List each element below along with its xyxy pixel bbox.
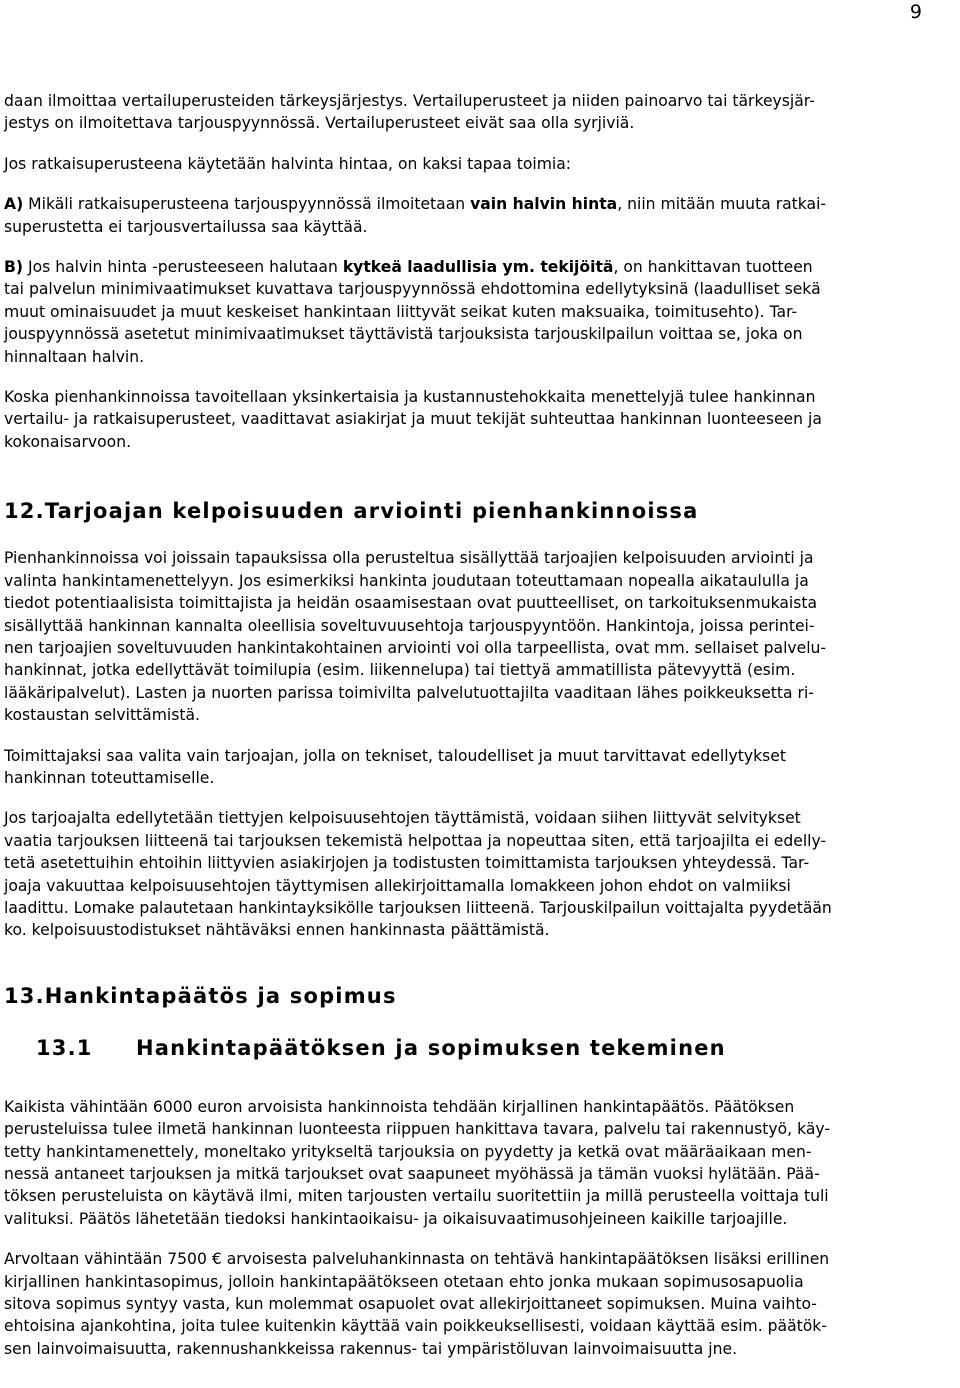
text-line: daan ilmoittaa vertailuperusteiden tärkeysjärjestys. Vertailuperusteet ja niiden painoarvo tai tärkeysjär- bbox=[4, 92, 815, 110]
text-line: jestys on ilmoitettava tarjouspyynnössä. Vertailuperusteet eivät saa olla syrjiviä. bbox=[4, 114, 635, 133]
text-line: sisällyttää hankinnan kannalta oleellisia soveltuvuusehtoja tarjouspyyntöön. Hankintoja, joissa perintei- bbox=[4, 616, 815, 635]
text-line: perusteluissa tulee ilmetä hankinnan luonteesta riippuen hankittava tavara, palvelu tai rakennustyö, käy- bbox=[4, 1120, 830, 1139]
paragraph-criteria-order bbox=[4, 90, 954, 135]
text-line: hinnaltaan halvin. bbox=[4, 347, 145, 366]
text-line: tai palvelun minimivaatimukset kuvattava tarjouspyynnössä ehdottomina edellytyksinä (laadulliset sekä bbox=[4, 280, 821, 299]
text-line: sen lainvoimaisuutta, rakennushankkeissa rakennus- tai ympäristöluvan lainvoimaisuutta jne. bbox=[4, 1339, 738, 1358]
document-body bbox=[4, 90, 954, 1360]
section-12-paragraph-3 bbox=[4, 807, 954, 941]
paragraph-lowest-price-intro: Jos ratkaisuperusteena käytetään halvinta hintaa, on kaksi tapaa toimia: bbox=[4, 154, 572, 173]
text-line: Arvoltaan vähintään 7500 € arvoisesta palveluhankinnasta on tehtävä hankintapäätöksen lisäksi erillinen bbox=[4, 1250, 830, 1269]
option-a-label: A) bbox=[4, 195, 24, 214]
text-line: kokonaisarvoon. bbox=[4, 432, 132, 451]
paragraph-option-a bbox=[4, 193, 954, 238]
section-12-paragraph-2 bbox=[4, 745, 954, 790]
emphasis-text: vain halvin hinta bbox=[470, 195, 618, 214]
text-line: jouspyynnössä asetetut minimivaatimukset täyttävistä tarjouksista tarjouskilpailun voittaa se, joka on bbox=[4, 325, 803, 344]
section-13-paragraph-2 bbox=[4, 1248, 954, 1360]
text-line: tetä asetettuihin ehtoihin liittyvien asiakirjojen ja todistusten toimittamista tarjouksen yhteydessä. Tar- bbox=[4, 854, 810, 873]
text-line: Kaikista vähintään 6000 euron arvoisista hankinnoista tehdään kirjallinen hankintapäätös. Päätöksen bbox=[4, 1097, 795, 1116]
option-b-label: B) bbox=[4, 258, 24, 277]
text-line: vaatia tarjouksen liitteenä tai tarjouksen tekemistä helpottaa ja nopeuttaa siten, että tarjoajilta ei edelly- bbox=[4, 831, 827, 850]
section-12-paragraph-1 bbox=[4, 547, 954, 726]
subsection-title: Hankintapäätöksen ja sopimuksen tekeminen bbox=[136, 1035, 726, 1060]
text-line: töksen perusteluista on käytävä ilmi, miten tarjousten vertailu suoritettiin ja millä perusteella voittaja tuli bbox=[4, 1187, 829, 1206]
text-line: ehtoisina ajankohtina, joita tulee kuitenkin käyttää vain poikkeuksellisesti, voidaan käyttää esim. päätök- bbox=[4, 1317, 827, 1336]
section-13-1-heading bbox=[36, 1036, 954, 1060]
text-line: tetty hankintamenettely, moneltako yritykseltä tarjouksia on pyydetty ja ketkä ovat määräaikaan men- bbox=[4, 1142, 812, 1161]
text-line: valituksi. Päätös lähetetään tiedoksi hankintaoikaisu- ja oikaisuvaatimusohjeineen kaikille tarjoajille. bbox=[4, 1209, 788, 1228]
section-13-paragraph-1 bbox=[4, 1096, 954, 1230]
text-line: Jos tarjoajalta edellytetään tiettyjen kelpoisuusehtojen täyttämistä, voidaan siihen liittyvät selvitykset bbox=[4, 809, 801, 828]
text-line: laadittu. Lomake palautetaan hankintayksikölle tarjouksen liitteenä. Tarjouskilpailun voittajalta pyydetään bbox=[4, 898, 832, 917]
text-line: tiedot potentiaalisista toimittajista ja heidän osaamisestaan ovat puutteelliset, on tarkoituksenmukaista bbox=[4, 594, 818, 613]
text-line: sitova sopimus syntyy vasta, kun molemmat osapuolet ovat allekirjoittaneet sopimuksen. Muina vaihto- bbox=[4, 1295, 817, 1314]
text-line: Toimittajaksi saa valita vain tarjoajan, jolla on tekniset, taloudelliset ja muut tarvittavat edellytykset bbox=[4, 746, 786, 765]
paragraph-option-b bbox=[4, 256, 954, 368]
text-line: joaja vakuuttaa kelpoisuusehtojen täyttymisen allekirjoittamalla lomakkeen johon ehdot on valmiiksi bbox=[4, 876, 791, 895]
paragraph-small-procurement bbox=[4, 386, 954, 453]
text-run: , on hankittavan tuotteen bbox=[613, 258, 813, 277]
text-line: kirjallinen hankintasopimus, jolloin hankintapäätökseen otetaan ehto jonka mukaan sopimusosapuolia bbox=[4, 1272, 804, 1291]
text-line: kostaustan selvittämistä. bbox=[4, 706, 200, 725]
text-line: muut ominaisuudet ja muut keskeiset hankintaan liittyvät seikat kuten maksuaika, toimitusehto). Tar- bbox=[4, 302, 798, 321]
section-12-heading: 12.Tarjoajan kelpoisuuden arviointi pienhankinnoissa bbox=[4, 499, 699, 524]
subsection-number: 13.1 bbox=[36, 1035, 93, 1060]
page-number: 9 bbox=[909, 1, 922, 23]
text-line: superustetta ei tarjousvertailussa saa käyttää. bbox=[4, 217, 368, 236]
text-run: , niin mitään muuta ratkai- bbox=[617, 195, 827, 214]
text-run: Jos halvin hinta -perusteeseen halutaan bbox=[23, 258, 343, 277]
text-run: Mikäli ratkaisuperusteena tarjouspyynnössä ilmoitetaan bbox=[23, 195, 471, 214]
emphasis-text: kytkeä laadullisia ym. tekijöitä bbox=[342, 258, 614, 277]
text-line: vertailu- ja ratkaisuperusteet, vaadittavat asiakirjat ja muut tekijät suhteuttaa hankinnan luonteeseen ja bbox=[4, 410, 822, 429]
text-line: Koska pienhankinnoissa tavoitellaan yksinkertaisia ja kustannustehokkaita menettelyjä tulee hankinnan bbox=[4, 388, 816, 407]
text-line: hankinnan toteuttamiselle. bbox=[4, 768, 215, 787]
text-line: nessä antaneet tarjouksen ja mitkä tarjoukset ovat saapuneet myöhässä ja tämän vuoksi hylätään. Pää- bbox=[4, 1165, 820, 1183]
text-line: ko. kelpoisuustodistukset nähtäväksi ennen hankinnasta päättämistä. bbox=[4, 921, 550, 940]
section-13-heading: 13.Hankintapäätös ja sopimus bbox=[4, 983, 397, 1008]
text-line: lääkäripalvelut). Lasten ja nuorten parissa toimivilta palvelutuottajilta vaaditaan lähes poikkeuksetta ri- bbox=[4, 683, 814, 702]
text-line: hankinnat, jotka edellyttävät toimilupia (esim. liikennelupa) tai tiettyä ammatillista pätevyyttä (esim. bbox=[4, 661, 796, 680]
text-line: nen tarjoajien soveltuvuuden hankintakohtainen arviointi voi olla tarpeellista, ovat mm. sellaiset palvelu- bbox=[4, 638, 827, 657]
text-line: Pienhankinnoissa voi joissain tapauksissa olla perusteltua sisällyttää tarjoajien kelpoisuuden arviointi ja bbox=[4, 549, 814, 568]
text-line: valinta hankintamenettelyyn. Jos esimerkiksi hankinta joudutaan toteuttamaan nopealla aikataululla ja bbox=[4, 571, 809, 590]
